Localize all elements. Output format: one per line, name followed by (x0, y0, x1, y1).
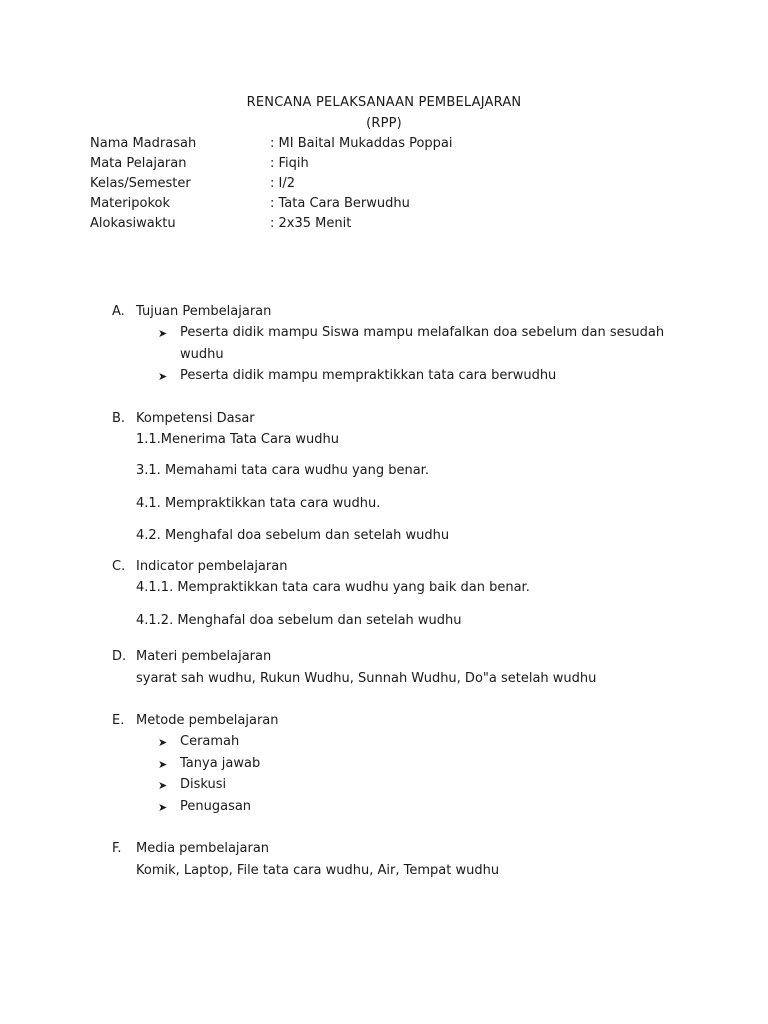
indicator-line: 4.1.2. Menghafal doa sebelum dan setelah wudhu (136, 613, 462, 628)
section-letter-a: A. (112, 304, 125, 319)
info-value: : 2x35 Menit (270, 216, 352, 231)
info-label: Materipokok (90, 196, 170, 211)
list-item: Peserta didik mampu mempraktikkan tata cara berwudhu (180, 368, 557, 383)
section-letter-b: B. (112, 411, 126, 426)
bullet-arrow-icon: ➤ (158, 327, 168, 340)
info-value: : Tata Cara Berwudhu (270, 196, 410, 211)
competency-line: 4.1. Mempraktikkan tata cara wudhu. (136, 496, 381, 511)
competency-line: 1.1.Menerima Tata Cara wudhu (136, 432, 340, 447)
section-title-tujuan: Tujuan Pembelajaran (136, 304, 272, 319)
list-item: Ceramah (180, 734, 240, 749)
bullet-arrow-icon: ➤ (158, 779, 168, 792)
section-letter-f: F. (112, 841, 122, 856)
list-item-continuation: wudhu (180, 347, 224, 362)
info-label: Nama Madrasah (90, 136, 197, 151)
info-row-alokasiwaktu (90, 216, 690, 236)
section-title-kompetensi: Kompetensi Dasar (136, 411, 255, 426)
section-letter-d: D. (112, 649, 127, 664)
document-title: RENCANA PELAKSANAAN PEMBELAJARAN (246, 95, 522, 110)
bullet-arrow-icon: ➤ (158, 370, 168, 383)
document-subtitle: (RPP) (366, 116, 402, 131)
info-value: : Fiqih (270, 156, 309, 171)
indicator-line: 4.1.1. Mempraktikkan tata cara wudhu yang baik dan benar. (136, 580, 530, 595)
competency-line: 3.1. Memahami tata cara wudhu yang benar. (136, 463, 429, 478)
section-letter-e: E. (112, 713, 125, 728)
bullet-arrow-icon: ➤ (158, 801, 168, 814)
materi-line: syarat sah wudhu, Rukun Wudhu, Sunnah Wudhu, Do"a setelah wudhu (136, 671, 597, 686)
list-item: Tanya jawab (180, 756, 261, 771)
info-label: Kelas/Semester (90, 176, 191, 191)
info-row-kelas-semester (90, 176, 690, 196)
section-title-materi: Materi pembelajaran (136, 649, 272, 664)
list-item: Peserta didik mampu Siswa mampu melafalkan doa sebelum dan sesudah (180, 325, 665, 340)
info-row-materipokok (90, 196, 690, 216)
info-value: : I/2 (270, 176, 295, 191)
section-title-indicator: Indicator pembelajaran (136, 559, 288, 574)
info-value: : MI Baital Mukaddas Poppai (270, 136, 453, 151)
section-title-metode: Metode pembelajaran (136, 713, 279, 728)
section-title-media: Media pembelajaran (136, 841, 270, 856)
info-row-mata-pelajaran (90, 156, 690, 176)
bullet-arrow-icon: ➤ (158, 758, 168, 771)
info-label: Alokasiwaktu (90, 216, 176, 231)
competency-line: 4.2. Menghafal doa sebelum dan setelah wudhu (136, 528, 450, 543)
list-item: Diskusi (180, 777, 227, 792)
list-item: Penugasan (180, 799, 252, 814)
info-label: Mata Pelajaran (90, 156, 187, 171)
bullet-arrow-icon: ➤ (158, 736, 168, 749)
media-line: Komik, Laptop, File tata cara wudhu, Air, Tempat wudhu (136, 863, 500, 878)
info-row-madrasah (90, 136, 690, 156)
section-letter-c: C. (112, 559, 126, 574)
